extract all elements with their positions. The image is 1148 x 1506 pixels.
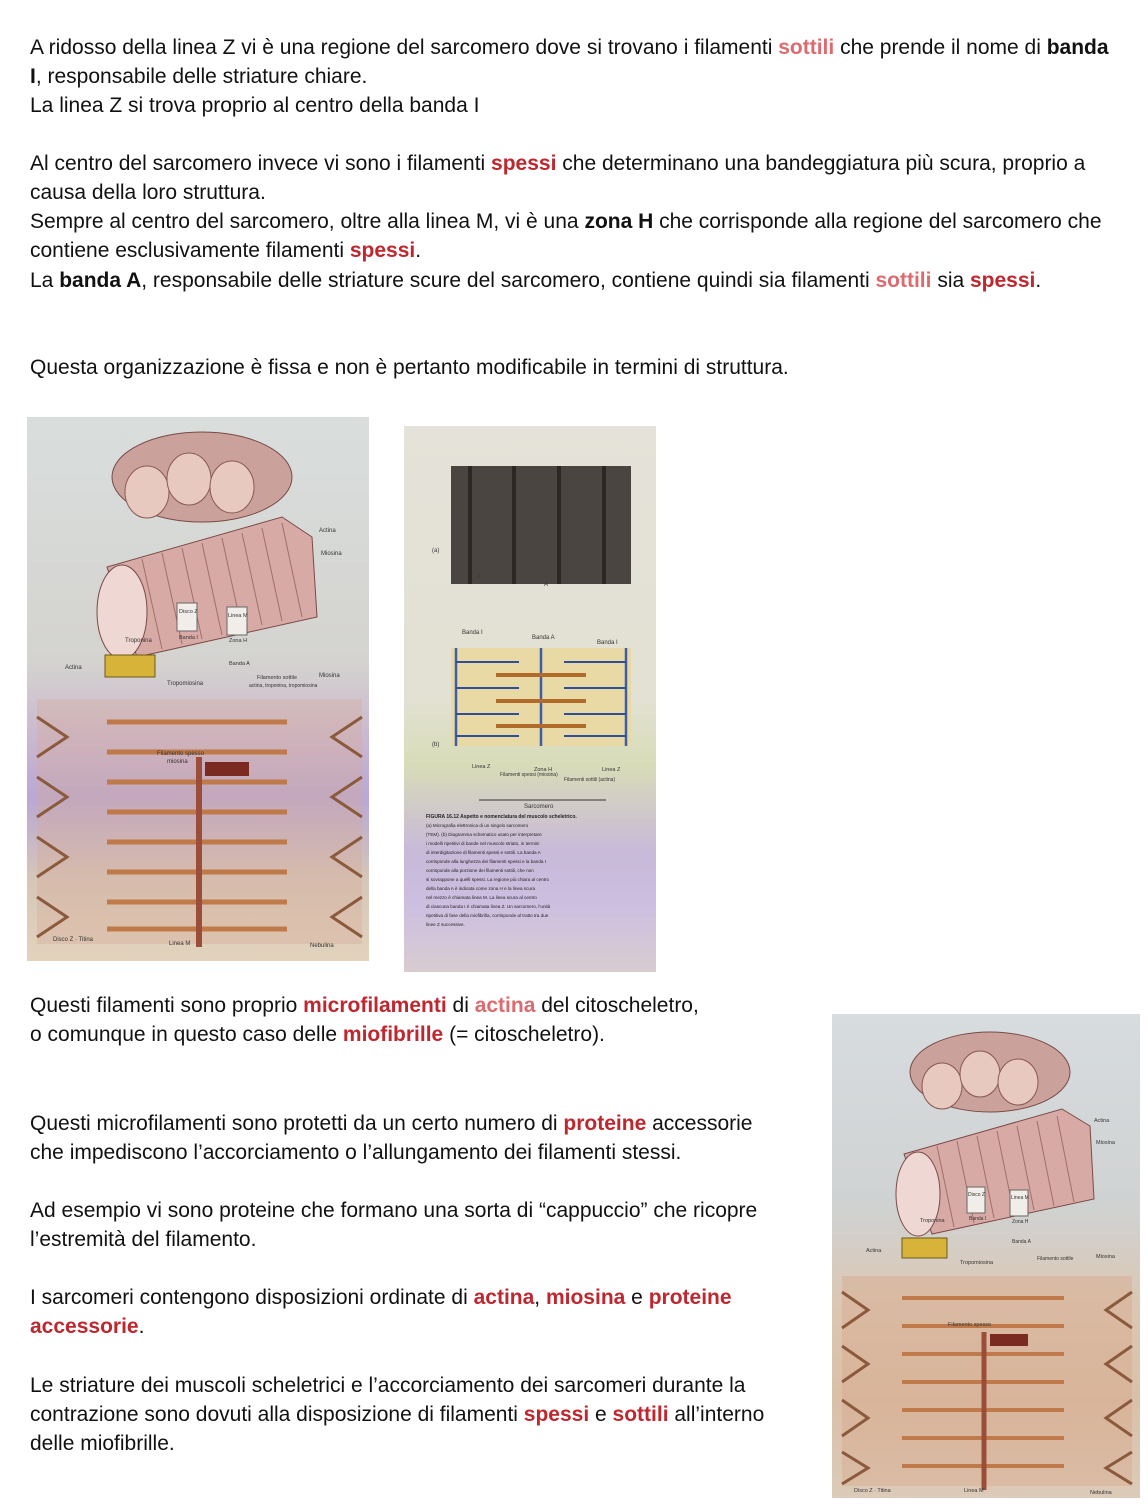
highlight-proteine-accessorie: proteine accessorie: [30, 1286, 732, 1338]
label-tropomiosina: Tropomiosina: [167, 681, 204, 687]
caption-body: [426, 823, 551, 927]
highlight-miosina: miosina: [545, 1286, 626, 1309]
highlight-actina: actina: [473, 1286, 535, 1309]
label-linea-m-bottom: Linea M: [169, 941, 191, 947]
sarcomere-detail: [37, 699, 362, 947]
label-linea-z-left: Linea Z: [472, 764, 491, 770]
label-tropomiosina: Tropomiosina: [960, 1260, 994, 1266]
paragraph-banda-i: [30, 33, 1120, 91]
label-banda-i-left: Banda I: [462, 630, 483, 636]
text: I sarcomeri contengono disposizioni ordinate di: [30, 1286, 474, 1309]
label-linea-m: Linea M: [1011, 1195, 1029, 1201]
label-filamenti-sottili: Filamenti sottili (actina): [564, 777, 616, 783]
label-filamento-spesso: Filamento spesso: [157, 751, 205, 757]
label-miosina-top: Miosina: [1096, 1140, 1115, 1146]
label-box: [227, 607, 247, 635]
paragraph-banda-a: [30, 266, 1120, 295]
actin-detail: [902, 1238, 947, 1258]
label-filamento-sottile: Filamento sottile: [257, 675, 298, 681]
sarcomere-schematic: [451, 648, 631, 746]
label-nebulina: Nebulina: [310, 943, 334, 949]
label-box: [967, 1187, 985, 1213]
label-linea-m: Linea M: [228, 613, 248, 619]
paragraph-microfilamenti: [30, 991, 710, 1049]
text: che determinano una bandeggiatura più scura, proprio a causa della loro struttura.: [30, 152, 1086, 204]
label-sarcomero: Sarcomero: [524, 804, 554, 810]
label-filamento-spesso-sub: miosina: [167, 759, 188, 765]
text: e: [589, 1403, 613, 1426]
text: Le striature dei muscoli scheletrici e l’accorciamento dei sarcomeri durante la contrazione sono dovuti alla disposizione di filamenti: [30, 1374, 746, 1426]
label-actina-top: Actina: [319, 528, 336, 534]
text: che prende il nome di: [834, 36, 1047, 59]
highlight-miofibrille: miofibrille: [342, 1023, 444, 1046]
text: accessorie che impediscono l’accorciamento o l’allungamento dei filamenti stessi.: [30, 1112, 753, 1164]
highlight-spessi: spessi: [349, 239, 416, 262]
label-disco-z-titina: Disco Z · Titina: [53, 937, 94, 943]
label-banda-i: Banda I: [179, 635, 198, 641]
label-banda-i: Banda I: [969, 1216, 987, 1222]
muscle-structure-illustration-2: [832, 1014, 1140, 1498]
myofibril: [998, 1059, 1038, 1105]
label-banda-i-right: Banda I: [597, 640, 618, 646]
highlight-microfilamenti: microfilamenti: [303, 994, 447, 1017]
highlight-sottili: sottili: [875, 269, 932, 292]
text: sia: [931, 269, 970, 292]
label-nebulina: Nebulina: [1090, 1490, 1112, 1496]
highlight-sottili: sottili: [612, 1403, 669, 1426]
fiber-section: [97, 565, 147, 659]
label-troponina: Troponina: [920, 1218, 945, 1224]
text: e: [625, 1286, 649, 1309]
caption-line: i modelli ripetitivi di bande nel muscolo striato, in termini: [426, 841, 540, 846]
text: del citoscheletro, o comunque in questo caso delle: [30, 994, 699, 1046]
label-filamento-spesso: Filamento spesso: [948, 1322, 992, 1328]
label-zona-h: Zona H: [229, 638, 248, 644]
caption-line: (a) Micrografia elettronica di un singolo sarcomero: [426, 823, 529, 828]
label-linea-z-right: Linea Z: [602, 767, 621, 773]
text: Questa organizzazione è fissa e non è pertanto modificabile in termini di struttura.: [30, 356, 789, 379]
text: .: [1035, 269, 1042, 292]
sarcomere-diagram: [404, 426, 656, 972]
paragraph-organizzazione: [30, 353, 1120, 382]
text: ,: [534, 1286, 546, 1309]
highlight-spessi: spessi: [523, 1403, 590, 1426]
caption-line: linee Z successive.: [426, 922, 465, 927]
text: .: [415, 239, 422, 262]
text: di: [446, 994, 475, 1017]
term-banda-i: banda I: [30, 36, 1109, 88]
sarcomere-detail: [842, 1276, 1132, 1490]
label-miosina: Miosina: [319, 673, 340, 679]
label-disco-z: Disco Z: [968, 1192, 985, 1198]
term-banda-a: banda A: [59, 269, 142, 292]
paragraph-linea-z: [30, 91, 1120, 120]
label-filamenti-spessi: Filamenti spessi (miosina): [500, 772, 558, 778]
caption-line: di interdigitazione di filamenti spessi e sottili. La banda A: [426, 850, 541, 855]
text: , responsabile delle striature chiare.: [35, 65, 368, 88]
term-zona-h: zona H: [584, 210, 654, 233]
caption-title: FIGURA 16.12 Aspetto e nomenclatura del muscolo scheletrico.: [426, 814, 577, 820]
label-filamento-sottile: Filamento sottile: [1037, 1256, 1074, 1262]
highlight-actina: actina: [474, 994, 536, 1017]
caption-line: della banda A è indicata come zona H e la linea scura: [426, 886, 536, 891]
myofibril: [960, 1051, 1000, 1097]
muscle-structure-figure-2: [832, 1014, 1140, 1498]
label-actina: Actina: [65, 665, 82, 671]
text: .: [138, 1315, 145, 1338]
text: Questi microfilamenti sono protetti da un certo numero di: [30, 1112, 564, 1135]
myofibril: [167, 453, 211, 505]
caption-line: si sovrappone a quelli spessi. La regione più chiara al centro: [426, 877, 550, 882]
text: , responsabile delle striature scure del sarcomero, contiene quindi sia filamenti: [141, 269, 876, 292]
caption-line: nel mezzo è chiamata linea M. La linea scura al centro: [426, 895, 537, 900]
highlight-spessi: spessi: [491, 152, 557, 175]
caption-line: di ciascuna banda I è chiamata linea Z. Un sarcomero, l’unità: [426, 904, 551, 909]
label-actina: Actina: [866, 1248, 882, 1254]
label-actina-top: Actina: [1094, 1118, 1110, 1124]
label-miosina-top: Miosina: [321, 551, 342, 557]
label-linea-m-bottom: Linea M: [964, 1488, 984, 1494]
caption-line: corrisponde alla lunghezza dei filamenti spessi e la banda I: [426, 859, 547, 864]
myofibril: [125, 466, 169, 518]
text: A ridosso della linea Z vi è una regione del sarcomero dove si trovano i filamenti: [30, 36, 779, 59]
paragraph-cappuccio: [30, 1196, 790, 1254]
label-banda-a: Banda A: [1012, 1239, 1031, 1245]
highlight-proteine: proteine: [563, 1112, 647, 1135]
text: che corrisponde alla regione del sarcomero che contiene esclusivamente filamenti: [30, 210, 1102, 262]
muscle-structure-illustration: [27, 417, 369, 961]
caption-line: corrisponde alla porzione dei filamenti sottili, che non: [426, 868, 534, 873]
text: Al centro del sarcomero invece vi sono i filamenti: [30, 152, 492, 175]
paragraph-sarcomeri: [30, 1283, 770, 1341]
paragraph-zona-h: [30, 207, 1120, 265]
label-filamento-sottile-sub: actina, troponina, tropomiosina: [249, 683, 318, 689]
label-box: [1010, 1190, 1028, 1216]
sarcomere-figure: [404, 426, 656, 972]
text: Questi filamenti sono proprio: [30, 994, 304, 1017]
myofibril: [922, 1063, 962, 1109]
paragraph-proteine-accessorie: [30, 1109, 780, 1167]
label-miosina: Miosina: [1096, 1254, 1115, 1260]
paragraph-striature: [30, 1371, 810, 1458]
text: La linea Z si trova proprio al centro della banda I: [30, 94, 480, 117]
label-troponina: Troponina: [125, 638, 152, 644]
label-zona-h: Zona H: [534, 767, 553, 773]
text: (= citoscheletro).: [443, 1023, 605, 1046]
text: Ad esempio vi sono proteine che formano una sorta di “cappuccio” che ricopre l’estremità del filamento.: [30, 1199, 758, 1251]
muscle-structure-figure: [27, 417, 369, 961]
label-i: I: [478, 574, 480, 580]
label-panel-b: (b): [432, 742, 440, 748]
highlight-sottili: sottili: [778, 36, 835, 59]
label-disco-z-titina: Disco Z · Titina: [854, 1488, 891, 1494]
label-box: [177, 603, 197, 631]
label-disco-z: Disco Z: [179, 609, 198, 615]
text: all’interno delle miofibrille.: [30, 1403, 765, 1455]
label-panel-a: (a): [432, 548, 440, 554]
text: Sempre al centro del sarcomero, oltre alla linea M, vi è una: [30, 210, 585, 233]
myofibril: [210, 461, 254, 513]
label-banda-a: Banda A: [532, 635, 555, 641]
actin-detail: [105, 655, 155, 677]
caption-line: ripetitiva di fase della miofibrilla, corrisponde al tratto tra due: [426, 913, 549, 918]
caption-line: (TEM). (b) Diagramma schematico usato per interpretare: [426, 832, 542, 837]
label-zona-h: Zona H: [1012, 1219, 1029, 1225]
paragraph-filamenti-spessi: [30, 149, 1120, 207]
text: La: [30, 269, 60, 292]
highlight-spessi: spessi: [970, 269, 1036, 292]
label-banda-a: Banda A: [229, 661, 250, 667]
label-a: A: [544, 582, 549, 588]
